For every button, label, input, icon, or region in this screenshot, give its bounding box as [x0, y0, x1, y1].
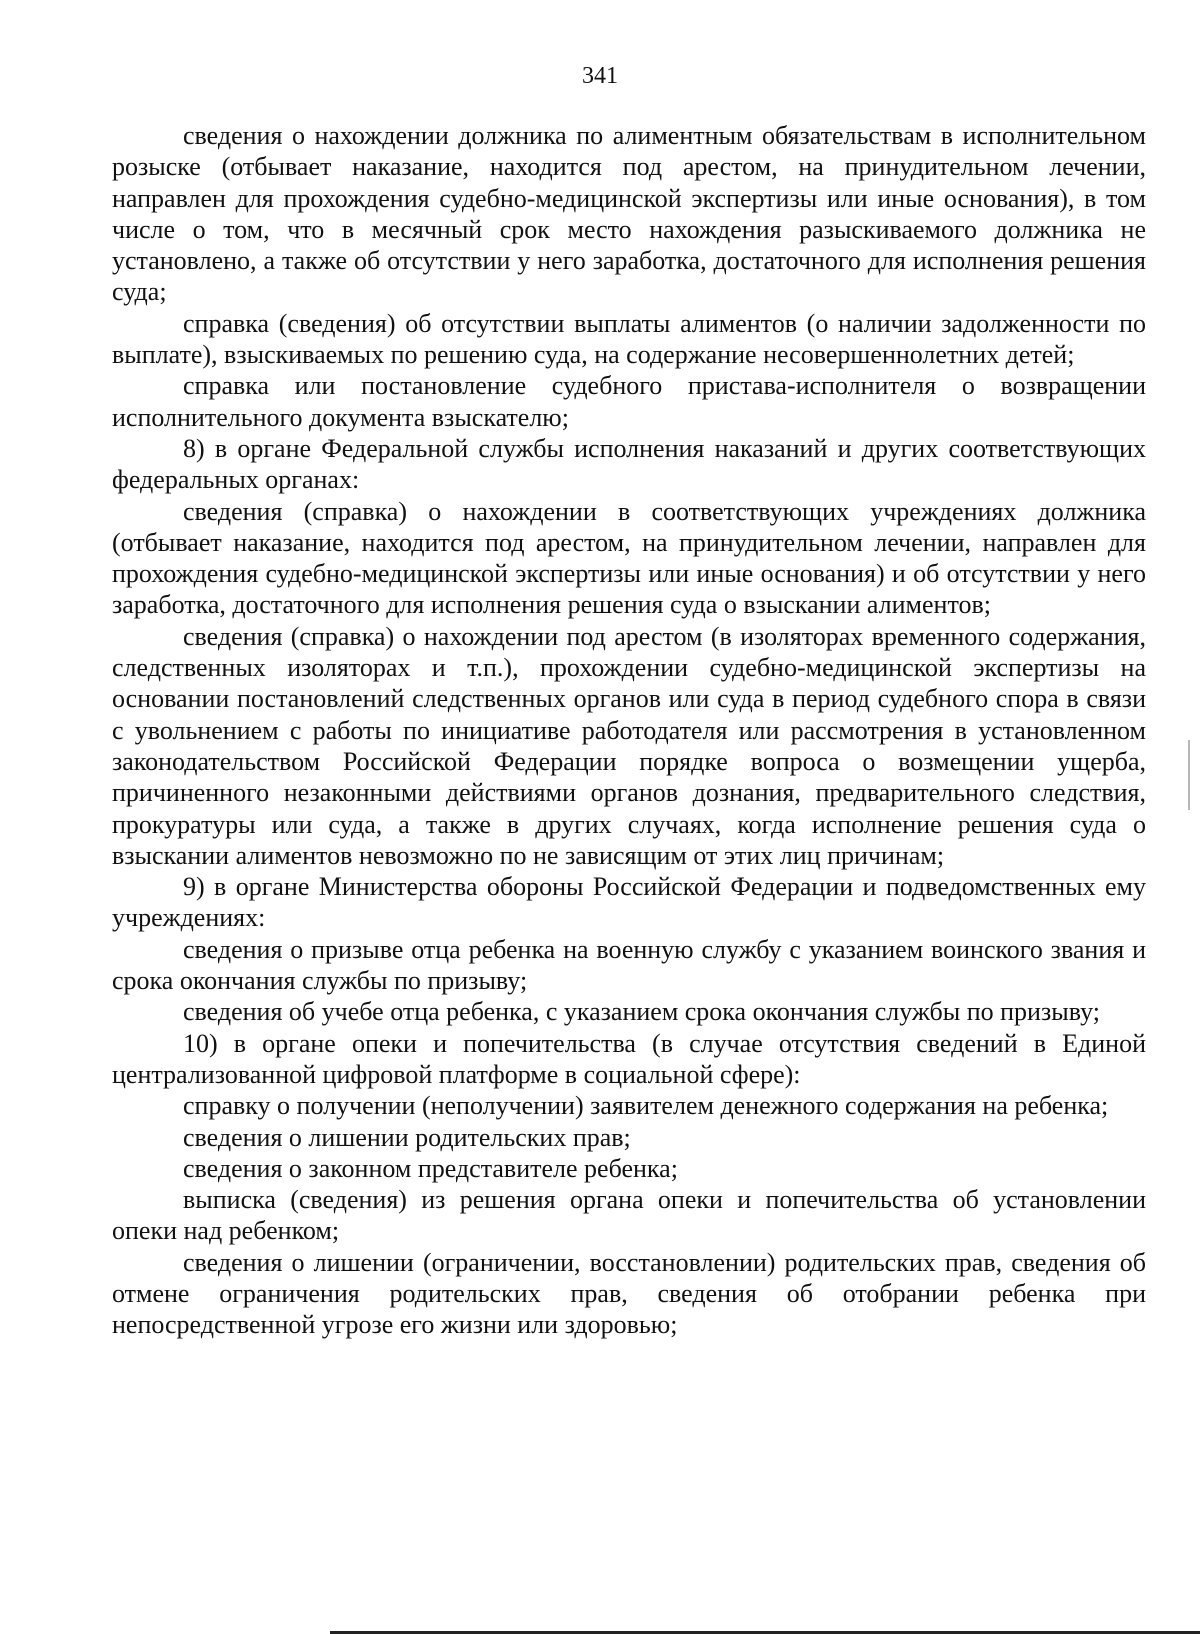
- section-heading-9: 9) в органе Министерства обороны Российской Федерации и подведомственных ему учреждениях:: [112, 872, 1146, 933]
- paragraph: справку о получении (неполучении) заявителем денежного содержания на ребенка;: [183, 1091, 1109, 1121]
- paragraph: сведения об учебе отца ребенка, с указанием срока окончания службы по призыву;: [183, 997, 1100, 1027]
- paragraph: выписка (сведения) из решения органа опеки и попечительства об установлении опеки над ребенком;: [112, 1185, 1146, 1246]
- paragraph: сведения о законном представителе ребенка;: [183, 1153, 678, 1183]
- page-number: 341: [582, 63, 618, 89]
- paragraph: справка (сведения) об отсутствии выплаты алиментов (о наличии задолженности по выплате), взыскиваемых по решению суда, на содержание несовершеннолетних детей;: [112, 308, 1146, 370]
- paragraph: сведения (справка) о нахождении в соответствующих учреждениях должника (отбывает наказание, находится под арестом, на принудительном лечении, направлен для прохождения судебно-медицинской экспертизы или иные основания) и об отсутствии у него заработка, достаточного для исполнения решения суда о взыскании алиментов;: [112, 496, 1146, 620]
- paragraph: сведения о лишении родительских прав;: [183, 1122, 631, 1152]
- section-heading-8: 8) в органе Федеральной службы исполнения наказаний и других соответствующих федеральных органах:: [112, 433, 1146, 495]
- document-body: [112, 120, 1146, 1341]
- paragraph: сведения о нахождении должника по алиментным обязательствам в исполнительном розыске (отбывает наказание, находится под арестом, на принудительном лечении, направлен для прохождения судебно-медицинской экспертизы или иные основания), в том числе о том, что в месячный срок место нахождения разыскиваемого должника не установлено, а также об отсутствии у него заработка, достаточного для исполнения решения суда;: [112, 121, 1146, 307]
- paragraph: сведения о призыве отца ребенка на военную службу с указанием воинского звания и срока окончания службы по призыву;: [112, 934, 1146, 996]
- paragraph: сведения (справка) о нахождении под арестом (в изоляторах временного содержания, следственных изоляторах и т.п.), прохождении судебно-медицинской экспертизы на основании постановлений следственных органов или суда в период судебного спора в связи с увольнением с работы по инициативе работодателя или рассмотрения в установленном законодательством Российской Федерации порядке вопроса о возмещении ущерба, причиненного незаконными действиями органов дознания, предварительного следствия, прокуратуры или суда, а также в других случаях, когда исполнение решения суда о взыскании алиментов невозможно по не зависящим от этих лиц причинам;: [112, 621, 1146, 870]
- scan-artifact-mark: [1188, 740, 1190, 810]
- section-heading-10: 10) в органе опеки и попечительства (в случае отсутствия сведений в Единой централизованной цифровой платформе в социальной сфере):: [112, 1028, 1146, 1089]
- paragraph: сведения о лишении (ограничении, восстановлении) родительских прав, сведения об отмене ограничения родительских прав, сведения об отобрании ребенка при непосредственной угрозе его жизни или здоровью;: [112, 1247, 1146, 1340]
- paragraph: справка или постановление судебного пристава-исполнителя о возвращении исполнительного документа взыскателю;: [112, 371, 1146, 432]
